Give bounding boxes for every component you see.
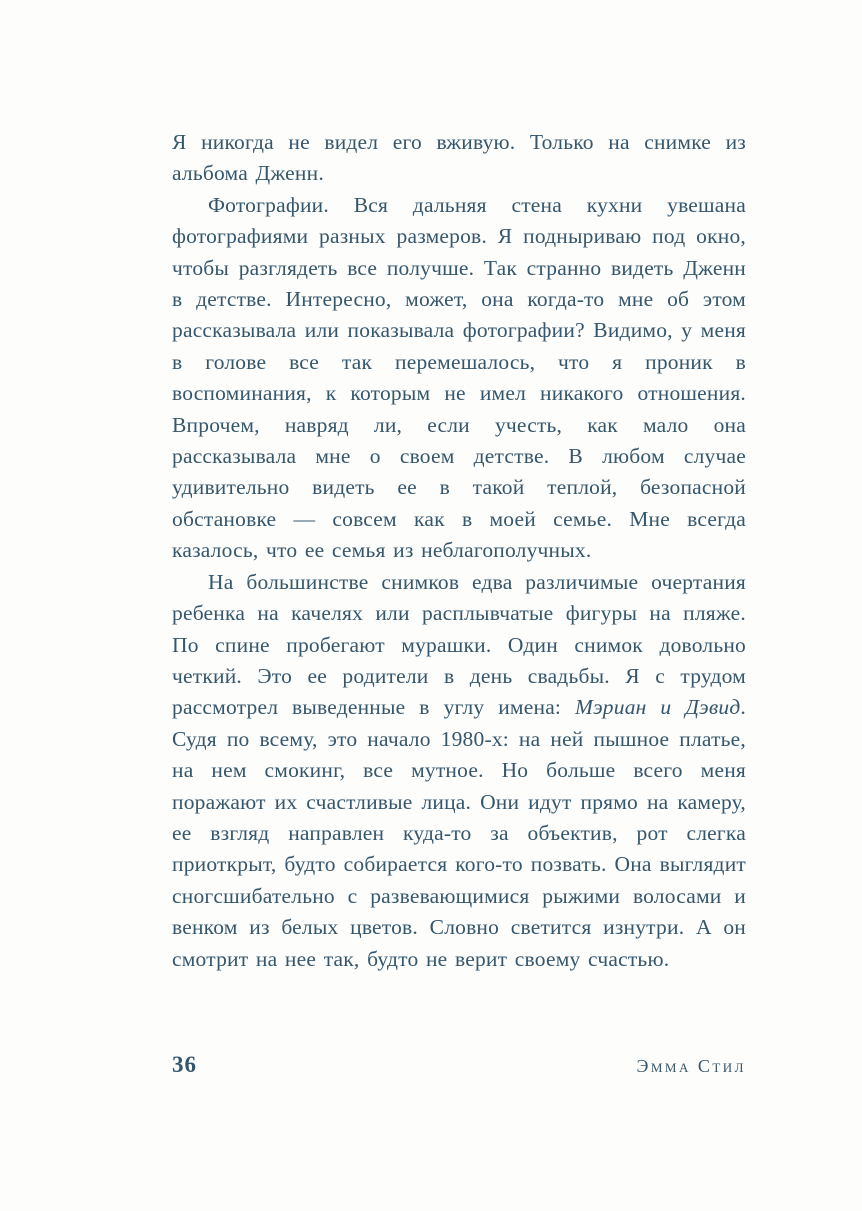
page-number: 36 (172, 1052, 197, 1077)
paragraph-3-text-before: На большинстве снимков едва различимые очертания ребенка на качелях или расплывчатые фигуры на пляже. По спине пробегают мурашки. Один снимок довольно четкий. Это ее родители в день свадьбы. Я с трудом рассмотрел выведенные в углу имена: (172, 569, 746, 720)
paragraph-3 (172, 567, 746, 975)
paragraph-1: Я никогда не видел его вживую. Только на снимке из альбома Дженн. (172, 130, 746, 186)
running-footer-author: Эмма Стил (636, 1056, 746, 1076)
paragraph-2: Фотографии. Вся дальняя стена кухни увешана фотографиями разных размеров. Я подныриваю под окно, чтобы разглядеть все получше. Так странно видеть Дженн в детстве. Интересно, может, она когда-то мне об этом рассказывала или показывала фотографии? Видимо, у меня в голове все так перемешалось, что я проник в воспоминания, к которым не имел никакого отношения. Впрочем, навряд ли, если учесть, как мало она рассказывала мне о своем детстве. В любом случае удивительно видеть ее в такой теплой, безопасной обстановке — совсем как в моей семье. Мне всегда казалось, что ее семья из неблагополучных. (172, 192, 746, 563)
paragraph-3-text-after: . Судя по всему, это начало 1980-х: на ней пышное платье, на нем смокинг, все мутное. Но больше всего меня поражают их счастливые лица. Они идут прямо на камеру, ее взгляд направлен куда-то за объектив, рот слегка приоткрыт, будто собирается кого-то позвать. Она выглядит сногсшибательно с развевающимися рыжими волосами и венком из белых цветов. Словно светится изнутри. А он смотрит на нее так, будто не верит своему счастью. (172, 695, 746, 971)
page-footer (172, 1052, 746, 1078)
text-block (172, 127, 746, 975)
italic-names: Мэриан и Дэвид (575, 695, 741, 720)
